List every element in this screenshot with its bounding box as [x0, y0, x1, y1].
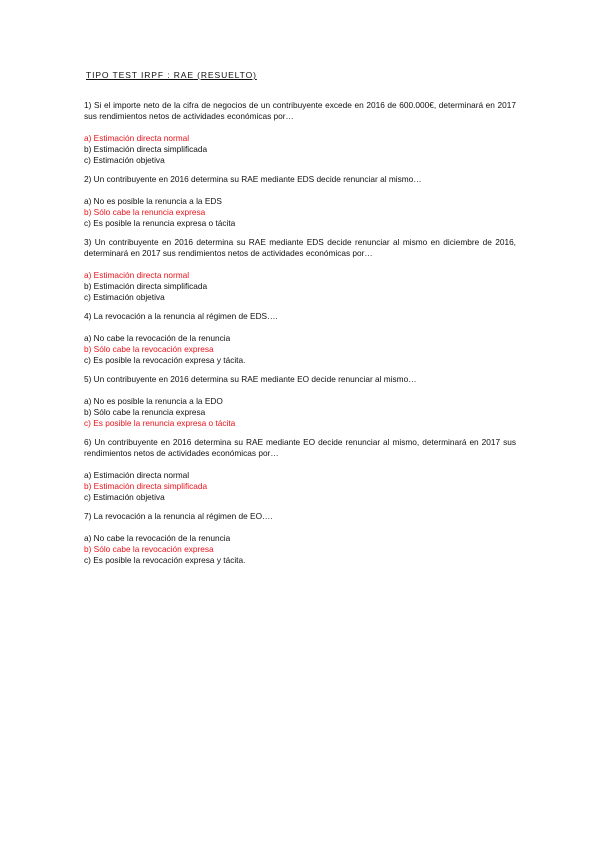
answer-option-c: c) Es posible la revocación expresa y tácita. [84, 555, 246, 565]
answer-option-b: b) Sólo cabe la renuncia expresa [84, 207, 206, 217]
question-text: 6) Un contribuyente en 2016 determina su RAE mediante EO decide renunciar al mismo, determinará en 2017 sus rendimientos netos de actividades económicas por… [84, 437, 516, 458]
answer-option-c: c) Es posible la revocación expresa y tácita. [84, 355, 246, 365]
question-5 [84, 374, 516, 429]
answer-option-b: b) Sólo cabe la renuncia expresa [84, 407, 206, 417]
answer-option-b: b) Estimación directa simplificada [84, 144, 208, 154]
answer-option-a: a) No cabe la revocación de la renuncia [84, 333, 231, 343]
answer-option-a: a) Estimación directa normal [84, 470, 190, 480]
answer-option-a: a) No cabe la revocación de la renuncia [84, 533, 231, 543]
question-text: 7) La revocación a la renuncia al régimen de EO…. [84, 511, 273, 521]
answer-option-b: b) Estimación directa simplificada [84, 281, 208, 291]
question-2 [84, 174, 516, 229]
question-text: 3) Un contribuyente en 2016 determina su RAE mediante EDS decide renunciar al mismo en diciembre de 2016, determinará en 2017 sus rendimientos netos de actividades económicas por… [84, 237, 516, 258]
answer-option-a: a) Estimación directa normal [84, 270, 190, 280]
answer-option-a: a) No es posible la renuncia a la EDO [84, 396, 223, 406]
question-text: 2) Un contribuyente en 2016 determina su RAE mediante EDS decide renunciar al mismo… [84, 174, 422, 184]
answer-option-c: c) Estimación objetiva [84, 292, 165, 302]
document-title: TIPO TEST IRPF : RAE (RESUELTO) [86, 70, 257, 80]
answer-option-c: c) Estimación objetiva [84, 492, 165, 502]
answer-option-b: b) Sólo cabe la revocación expresa [84, 344, 214, 354]
answer-option-c: c) Estimación objetiva [84, 155, 165, 165]
question-text: 4) La revocación a la renuncia al régimen de EDS…. [84, 311, 278, 321]
question-text: 5) Un contribuyente en 2016 determina su RAE mediante EO decide renunciar al mismo… [84, 374, 417, 384]
answer-option-c: c) Es posible la renuncia expresa o tácita [84, 418, 236, 428]
question-3 [84, 237, 516, 303]
answer-option-c: c) Es posible la renuncia expresa o tácita [84, 218, 236, 228]
answer-option-a: a) Estimación directa normal [84, 133, 190, 143]
question-text: 1) Si el importe neto de la cifra de negocios de un contribuyente excede en 2016 de 600.000€, determinará en 2017 sus rendimientos netos de actividades económicas por… [84, 100, 516, 121]
question-1 [84, 100, 516, 166]
question-6 [84, 437, 516, 503]
answer-option-b: b) Sólo cabe la revocación expresa [84, 544, 214, 554]
question-4 [84, 311, 516, 366]
answer-option-b: b) Estimación directa simplificada [84, 481, 208, 491]
question-7 [84, 511, 516, 566]
answer-option-a: a) No es posible la renuncia a la EDS [84, 196, 222, 206]
